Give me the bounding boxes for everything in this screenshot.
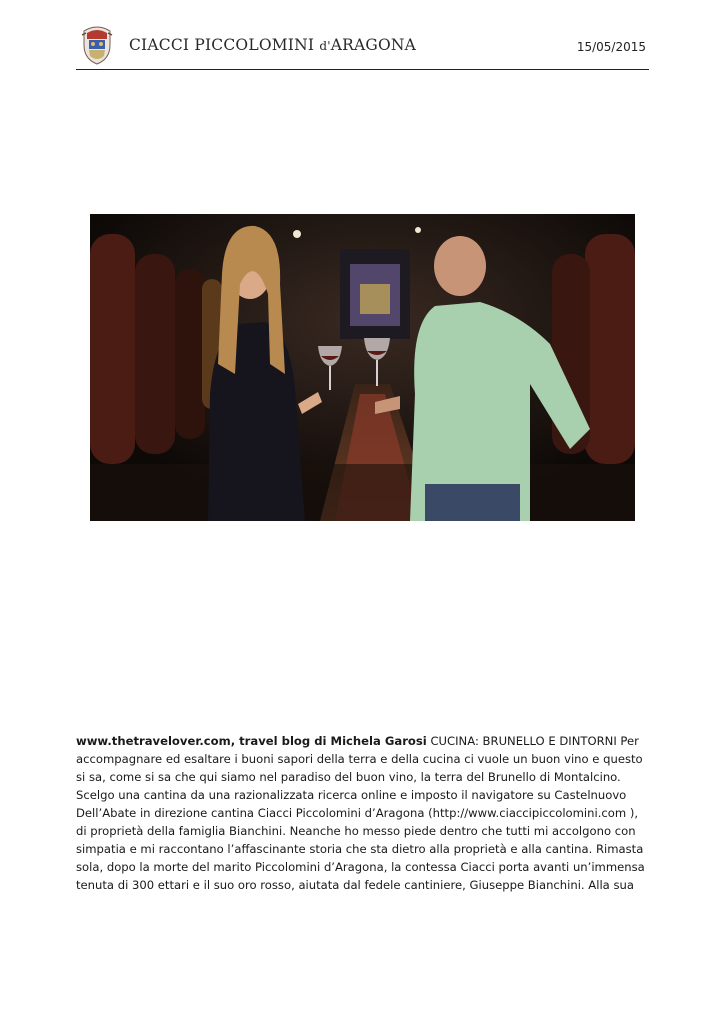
article-text: [76, 732, 650, 892]
brand-main: CIACCI PICCOLOMINI: [129, 36, 315, 54]
document-date: 15/05/2015: [576, 40, 646, 54]
article-body: CUCINA: BRUNELLO E DINTORNI Per accompagnare ed esaltare i buoni sapori della terra e della cucina ci vuole un buon vino e questo si sa, come si sa che qui siamo nel paradiso del buon vino, la terra del Brunello di Montalcino. Scelgo una cantina da una razionalizzata ricerca online e imposto il navigatore su Castelnuovo Dell’Abate in direzione cantina Ciacci Piccolomini d’Aragona (http://www.ciaccipiccolomini.com ), di proprietà della famiglia Bianchini. Neanche ho messo piede dentro che tutti mi accolgono con simpatia e mi raccontano l’affascinante storia che sta dietro alla proprietà e alla cantina. Rimasta sola, dopo la morte del marito Piccolomini d’Aragona, la contessa Ciacci porta avanti un’immensa tenuta di 300 ettari e il suo oro rosso, aiutata dal fedele cantiniere, Giuseppe Bianchini. Alla sua: [76, 734, 645, 892]
brand-suffix: ARAGONA: [330, 36, 417, 54]
article-source: www.thetravelover.com, travel blog di Michela Garosi: [76, 734, 427, 748]
photo-two-people-wine-cellar: [90, 214, 635, 521]
crest-icon: [80, 25, 114, 65]
brand-suffix-small: d': [319, 39, 331, 53]
page-header: [76, 22, 648, 70]
header-divider: [76, 69, 649, 70]
brand-name: [129, 36, 416, 54]
article-photo: [90, 214, 635, 521]
